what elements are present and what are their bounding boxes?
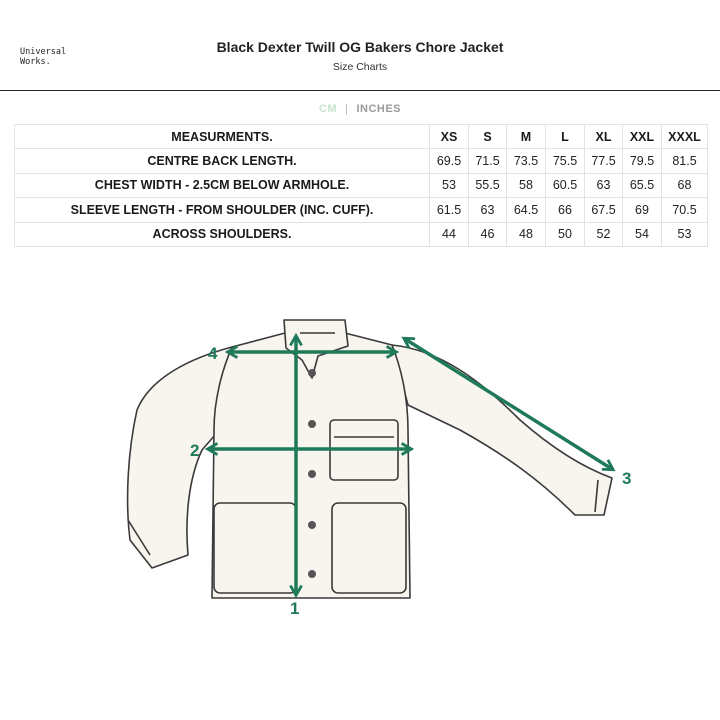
measurement-value: 44 [430,222,469,246]
measurement-value: 63 [469,198,507,222]
size-header: XXXL [662,125,708,149]
size-header: XL [585,125,623,149]
table-header-row [15,125,708,149]
measurement-value: 71.5 [469,149,507,173]
label-sleeve: 3 [622,469,632,488]
measurement-value: 50 [546,222,585,246]
measurement-value: 75.5 [546,149,585,173]
product-title: Black Dexter Twill OG Bakers Chore Jacket [216,39,504,55]
measurement-value: 48 [507,222,546,246]
table-row [15,149,708,173]
measurement-label: ACROSS SHOULDERS. [15,222,430,246]
measurement-value: 58 [507,173,546,197]
measurement-value: 53 [430,173,469,197]
measurement-value: 64.5 [507,198,546,222]
measurement-value: 67.5 [585,198,623,222]
measurement-value: 63 [585,173,623,197]
page-subtitle: Size Charts [332,61,388,73]
measurement-value: 53 [662,222,708,246]
jacket-diagram [0,300,720,630]
unit-separator: | [345,103,349,115]
unit-inches-option[interactable]: INCHES [356,103,402,115]
size-header: L [546,125,585,149]
measurement-value: 46 [469,222,507,246]
measurement-value: 61.5 [430,198,469,222]
logo-line-2: Works. [20,57,51,67]
unit-cm-option[interactable]: CM [318,103,338,115]
measurements-header: MEASURMENTS. [15,125,430,149]
label-back-length: 1 [290,599,300,618]
size-header: XXL [623,125,662,149]
table-row [15,198,708,222]
measurement-label: CENTRE BACK LENGTH. [15,149,430,173]
measurement-value: 79.5 [623,149,662,173]
measurement-value: 69 [623,198,662,222]
measurement-value: 55.5 [469,173,507,197]
size-header: XS [430,125,469,149]
measurement-value: 54 [623,222,662,246]
table-row [15,222,708,246]
size-chart-table [14,124,708,247]
measurement-value: 73.5 [507,149,546,173]
measurement-value: 70.5 [662,198,708,222]
measurement-value: 81.5 [662,149,708,173]
measurement-value: 77.5 [585,149,623,173]
measurement-label: CHEST WIDTH - 2.5CM BELOW ARMHOLE. [15,173,430,197]
measurement-value: 65.5 [623,173,662,197]
logo-line-1: Universal [20,47,67,57]
label-chest: 2 [190,441,200,460]
size-header: S [469,125,507,149]
size-header: M [507,125,546,149]
unit-toggle [0,103,720,115]
measurement-value: 52 [585,222,623,246]
page-header [0,0,720,91]
measurement-value: 69.5 [430,149,469,173]
label-shoulders: 4 [208,344,218,363]
measurement-value: 68 [662,173,708,197]
measurement-value: 66 [546,198,585,222]
table-row [15,173,708,197]
measurement-label: SLEEVE LENGTH - FROM SHOULDER (INC. CUFF). [15,198,430,222]
jacket-illustration [128,320,612,598]
measurement-value: 60.5 [546,173,585,197]
